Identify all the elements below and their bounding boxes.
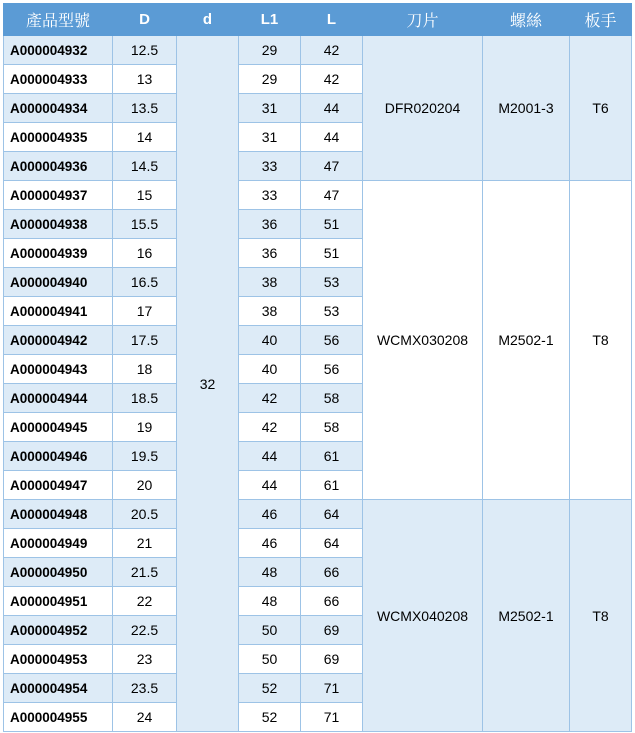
- cell-L1: 33: [239, 181, 301, 210]
- header-wrench: 板手: [570, 4, 632, 36]
- cell-L1: 50: [239, 645, 301, 674]
- cell-wrench: T6: [570, 36, 632, 181]
- cell-D: 18.5: [113, 384, 177, 413]
- cell-L: 51: [301, 210, 363, 239]
- cell-L: 53: [301, 268, 363, 297]
- cell-L1: 40: [239, 355, 301, 384]
- table-row: [4, 500, 632, 529]
- product-spec-table: [3, 3, 632, 732]
- cell-D: 20.5: [113, 500, 177, 529]
- cell-model: A000004939: [4, 239, 113, 268]
- cell-L1: 38: [239, 297, 301, 326]
- cell-L: 42: [301, 36, 363, 65]
- cell-L: 44: [301, 123, 363, 152]
- cell-D: 16.5: [113, 268, 177, 297]
- cell-L: 47: [301, 152, 363, 181]
- cell-L1: 29: [239, 36, 301, 65]
- cell-model: A000004941: [4, 297, 113, 326]
- cell-D: 15.5: [113, 210, 177, 239]
- cell-L1: 33: [239, 152, 301, 181]
- cell-L: 58: [301, 384, 363, 413]
- cell-L: 69: [301, 616, 363, 645]
- cell-L: 66: [301, 558, 363, 587]
- cell-L1: 46: [239, 529, 301, 558]
- cell-model: A000004955: [4, 703, 113, 732]
- cell-L: 44: [301, 94, 363, 123]
- cell-L1: 48: [239, 587, 301, 616]
- cell-L: 69: [301, 645, 363, 674]
- header-D: D: [113, 4, 177, 36]
- cell-L1: 29: [239, 65, 301, 94]
- cell-D: 13: [113, 65, 177, 94]
- cell-model: A000004953: [4, 645, 113, 674]
- cell-L1: 48: [239, 558, 301, 587]
- cell-D: 19: [113, 413, 177, 442]
- cell-D: 12.5: [113, 36, 177, 65]
- cell-D: 18: [113, 355, 177, 384]
- cell-L1: 31: [239, 94, 301, 123]
- cell-L: 56: [301, 326, 363, 355]
- cell-L1: 36: [239, 210, 301, 239]
- cell-screw: M2502-1: [483, 181, 570, 500]
- cell-D: 21: [113, 529, 177, 558]
- cell-L: 64: [301, 529, 363, 558]
- cell-D: 16: [113, 239, 177, 268]
- cell-model: A000004942: [4, 326, 113, 355]
- cell-L1: 42: [239, 384, 301, 413]
- cell-L1: 44: [239, 442, 301, 471]
- header-screw: 螺絲: [483, 4, 570, 36]
- cell-L1: 38: [239, 268, 301, 297]
- header-model: 產品型號: [4, 4, 113, 36]
- cell-D: 14.5: [113, 152, 177, 181]
- cell-model: A000004946: [4, 442, 113, 471]
- cell-L: 64: [301, 500, 363, 529]
- cell-D: 22.5: [113, 616, 177, 645]
- cell-model: A000004938: [4, 210, 113, 239]
- cell-D: 23: [113, 645, 177, 674]
- table-row: [4, 36, 632, 65]
- cell-D: 21.5: [113, 558, 177, 587]
- cell-D: 13.5: [113, 94, 177, 123]
- cell-model: A000004934: [4, 94, 113, 123]
- cell-D: 15: [113, 181, 177, 210]
- cell-insert: WCMX040208: [363, 500, 483, 732]
- cell-L1: 36: [239, 239, 301, 268]
- cell-screw: M2001-3: [483, 36, 570, 181]
- cell-model: A000004951: [4, 587, 113, 616]
- cell-L: 53: [301, 297, 363, 326]
- cell-model: A000004952: [4, 616, 113, 645]
- cell-L: 71: [301, 674, 363, 703]
- cell-D: 20: [113, 471, 177, 500]
- cell-model: A000004932: [4, 36, 113, 65]
- table-body: [4, 36, 632, 732]
- cell-model: A000004943: [4, 355, 113, 384]
- cell-L1: 42: [239, 413, 301, 442]
- cell-model: A000004947: [4, 471, 113, 500]
- cell-model: A000004936: [4, 152, 113, 181]
- cell-model: A000004944: [4, 384, 113, 413]
- cell-insert: WCMX030208: [363, 181, 483, 500]
- table-row: [4, 181, 632, 210]
- cell-model: A000004945: [4, 413, 113, 442]
- cell-L: 51: [301, 239, 363, 268]
- cell-screw: M2502-1: [483, 500, 570, 732]
- cell-D: 19.5: [113, 442, 177, 471]
- cell-insert: DFR020204: [363, 36, 483, 181]
- cell-D: 17.5: [113, 326, 177, 355]
- header-d: d: [177, 4, 239, 36]
- cell-D: 23.5: [113, 674, 177, 703]
- cell-wrench: T8: [570, 181, 632, 500]
- cell-L1: 50: [239, 616, 301, 645]
- cell-D: 22: [113, 587, 177, 616]
- header-L1: L1: [239, 4, 301, 36]
- cell-model: A000004949: [4, 529, 113, 558]
- cell-L: 42: [301, 65, 363, 94]
- header-row: [4, 4, 632, 36]
- header-insert: 刀片: [363, 4, 483, 36]
- cell-L: 47: [301, 181, 363, 210]
- cell-D: 14: [113, 123, 177, 152]
- cell-L1: 52: [239, 703, 301, 732]
- cell-model: A000004935: [4, 123, 113, 152]
- cell-model: A000004940: [4, 268, 113, 297]
- cell-L1: 44: [239, 471, 301, 500]
- cell-L: 56: [301, 355, 363, 384]
- cell-L: 71: [301, 703, 363, 732]
- cell-model: A000004937: [4, 181, 113, 210]
- cell-L: 58: [301, 413, 363, 442]
- header-L: L: [301, 4, 363, 36]
- cell-model: A000004933: [4, 65, 113, 94]
- cell-model: A000004954: [4, 674, 113, 703]
- cell-model: A000004950: [4, 558, 113, 587]
- cell-wrench: T8: [570, 500, 632, 732]
- cell-L1: 52: [239, 674, 301, 703]
- cell-model: A000004948: [4, 500, 113, 529]
- cell-L: 66: [301, 587, 363, 616]
- cell-L: 61: [301, 442, 363, 471]
- cell-L1: 46: [239, 500, 301, 529]
- cell-L1: 40: [239, 326, 301, 355]
- cell-D: 17: [113, 297, 177, 326]
- cell-L: 61: [301, 471, 363, 500]
- cell-D: 24: [113, 703, 177, 732]
- cell-L1: 31: [239, 123, 301, 152]
- cell-d: 32: [177, 36, 239, 732]
